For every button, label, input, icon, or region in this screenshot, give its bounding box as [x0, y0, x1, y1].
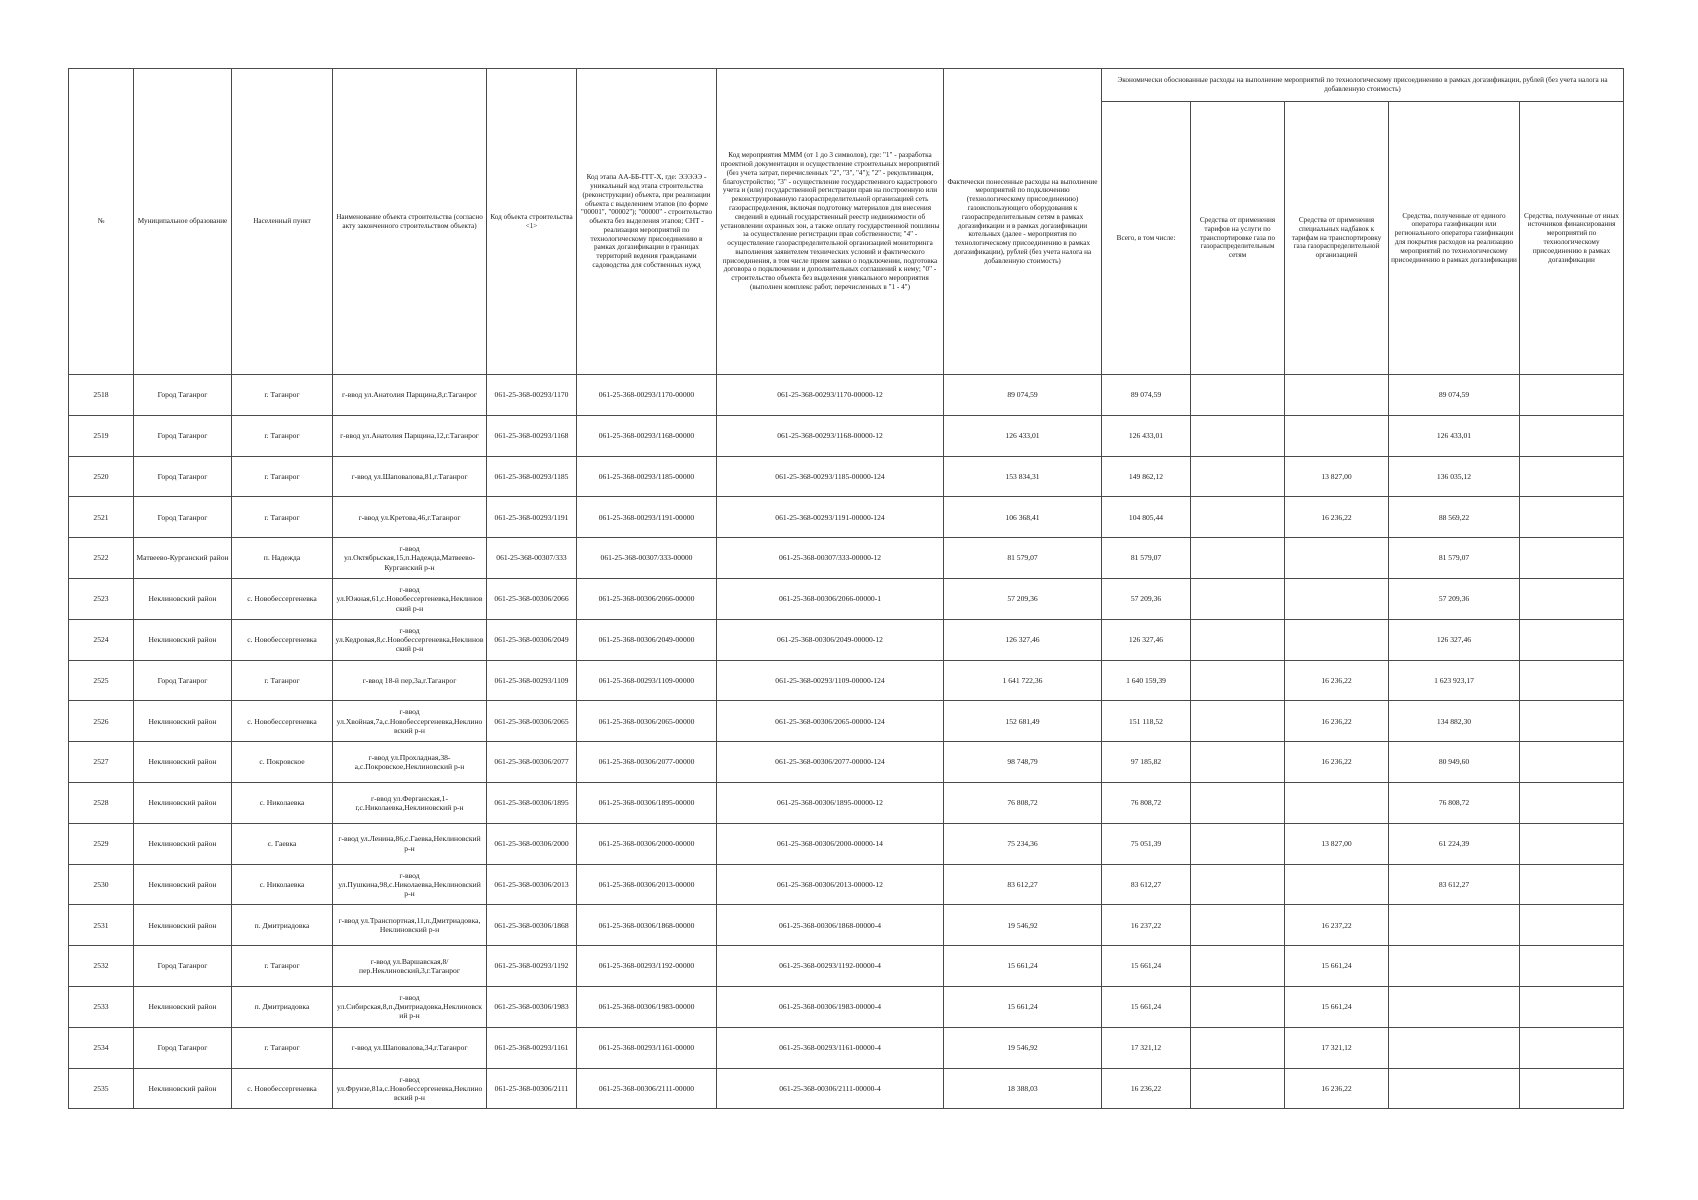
- row-other-funds: [1520, 1027, 1624, 1068]
- row-object-code: 061-25-368-00306/1895: [487, 782, 577, 823]
- row-actual-costs: 15 661,24: [944, 946, 1102, 987]
- row-other-funds: [1520, 946, 1624, 987]
- row-other-funds: [1520, 864, 1624, 905]
- table-row: [69, 1027, 1624, 1068]
- row-stage-code: 061-25-368-00306/2065-00000: [577, 701, 717, 742]
- row-stage-code: 061-25-368-00293/1192-00000: [577, 946, 717, 987]
- row-stage-code: 061-25-368-00307/333-00000: [577, 538, 717, 579]
- row-actual-costs: 75 234,36: [944, 823, 1102, 864]
- row-operator-funds: 61 224,39: [1389, 823, 1520, 864]
- row-object-code: 061-25-368-00293/1170: [487, 375, 577, 416]
- row-stage-code: 061-25-368-00306/2000-00000: [577, 823, 717, 864]
- row-object-code: 061-25-368-00306/2077: [487, 742, 577, 783]
- header-locality: Населенный пункт: [232, 69, 333, 375]
- row-actual-costs: 18 388,03: [944, 1068, 1102, 1109]
- row-operator-funds: [1389, 905, 1520, 946]
- row-total: 57 209,36: [1102, 578, 1191, 619]
- row-stage-code: 061-25-368-00306/2077-00000: [577, 742, 717, 783]
- row-object-code: 061-25-368-00293/1192: [487, 946, 577, 987]
- row-total: 149 862,12: [1102, 456, 1191, 497]
- row-surcharge-funds: [1285, 782, 1389, 823]
- row-num: 2533: [69, 986, 134, 1027]
- row-stage-code: 061-25-368-00306/1895-00000: [577, 782, 717, 823]
- row-num: 2531: [69, 905, 134, 946]
- row-other-funds: [1520, 538, 1624, 579]
- row-num: 2519: [69, 415, 134, 456]
- header-object-code: Код объекта строительства <1>: [487, 69, 577, 375]
- row-event-code: 061-25-368-00293/1168-00000-12: [717, 415, 944, 456]
- row-tariff-funds: [1191, 823, 1285, 864]
- row-surcharge-funds: 17 321,12: [1285, 1027, 1389, 1068]
- header-num: №: [69, 69, 134, 375]
- table-row: [69, 619, 1624, 660]
- row-tariff-funds: [1191, 864, 1285, 905]
- row-tariff-funds: [1191, 619, 1285, 660]
- row-other-funds: [1520, 375, 1624, 416]
- row-surcharge-funds: 16 236,22: [1285, 701, 1389, 742]
- row-event-code: 061-25-368-00306/1895-00000-12: [717, 782, 944, 823]
- row-object-code: 061-25-368-00306/2013: [487, 864, 577, 905]
- row-operator-funds: 83 612,27: [1389, 864, 1520, 905]
- row-num: 2523: [69, 578, 134, 619]
- row-actual-costs: 106 368,41: [944, 497, 1102, 538]
- row-event-code: 061-25-368-00293/1109-00000-124: [717, 660, 944, 701]
- row-total: 16 237,22: [1102, 905, 1191, 946]
- row-municipality: Неклиновский район: [134, 986, 232, 1027]
- row-operator-funds: [1389, 946, 1520, 987]
- table-row: [69, 538, 1624, 579]
- row-operator-funds: [1389, 986, 1520, 1027]
- row-actual-costs: 126 327,46: [944, 619, 1102, 660]
- row-other-funds: [1520, 415, 1624, 456]
- row-object-name: г-ввод ул.Ленина,86,с.Гаевка,Неклиновский р-н: [333, 823, 487, 864]
- table-row: [69, 497, 1624, 538]
- row-surcharge-funds: 16 236,22: [1285, 742, 1389, 783]
- row-num: 2520: [69, 456, 134, 497]
- row-event-code: 061-25-368-00307/333-00000-12: [717, 538, 944, 579]
- row-stage-code: 061-25-368-00306/2111-00000: [577, 1068, 717, 1109]
- row-event-code: 061-25-368-00306/2111-00000-4: [717, 1068, 944, 1109]
- row-municipality: Неклиновский район: [134, 905, 232, 946]
- row-object-code: 061-25-368-00293/1168: [487, 415, 577, 456]
- row-other-funds: [1520, 619, 1624, 660]
- row-actual-costs: 126 433,01: [944, 415, 1102, 456]
- row-object-name: г-ввод ул.Анатолия Парщина,8,г.Таганрог: [333, 375, 487, 416]
- row-municipality: Матвеево-Курганский район: [134, 538, 232, 579]
- row-other-funds: [1520, 742, 1624, 783]
- row-locality: с. Новобессергеневка: [232, 1068, 333, 1109]
- row-object-name: г-ввод ул.Шаповалова,81,г.Таганрог: [333, 456, 487, 497]
- row-stage-code: 061-25-368-00306/2049-00000: [577, 619, 717, 660]
- row-object-name: г-ввод 18-й пер,3а,г.Таганрог: [333, 660, 487, 701]
- row-other-funds: [1520, 986, 1624, 1027]
- header-operator-funds: Средства, полученные от единого оператора газификации или регионального оператора газификации для покрытия расходов на реализацию мероприятий по технологическому присоединению в рамках догазификации: [1389, 102, 1520, 375]
- row-stage-code: 061-25-368-00293/1109-00000: [577, 660, 717, 701]
- row-object-code: 061-25-368-00306/2049: [487, 619, 577, 660]
- row-municipality: Неклиновский район: [134, 701, 232, 742]
- row-actual-costs: 83 612,27: [944, 864, 1102, 905]
- row-total: 16 236,22: [1102, 1068, 1191, 1109]
- row-operator-funds: 57 209,36: [1389, 578, 1520, 619]
- row-locality: г. Таганрог: [232, 375, 333, 416]
- row-other-funds: [1520, 905, 1624, 946]
- row-event-code: 061-25-368-00293/1185-00000-124: [717, 456, 944, 497]
- row-operator-funds: 126 327,46: [1389, 619, 1520, 660]
- row-tariff-funds: [1191, 1068, 1285, 1109]
- row-other-funds: [1520, 660, 1624, 701]
- row-tariff-funds: [1191, 660, 1285, 701]
- row-event-code: 061-25-368-00306/2049-00000-12: [717, 619, 944, 660]
- row-stage-code: 061-25-368-00306/2066-00000: [577, 578, 717, 619]
- row-object-name: г-ввод ул.Сибирская,8,п.Дмитриадовка,Неклиновский р-н: [333, 986, 487, 1027]
- row-actual-costs: 81 579,07: [944, 538, 1102, 579]
- row-object-code: 061-25-368-00306/2066: [487, 578, 577, 619]
- table-row: [69, 1068, 1624, 1109]
- row-object-name: г-ввод ул.Хвойная,7а,с.Новобессергеневка,Неклиновский р-н: [333, 701, 487, 742]
- row-operator-funds: 89 074,59: [1389, 375, 1520, 416]
- row-surcharge-funds: [1285, 538, 1389, 579]
- row-object-name: г-ввод ул.Пушкина,98,с.Николаевка,Неклиновский р-н: [333, 864, 487, 905]
- row-object-name: г-ввод ул.Ферганская,1-г,с.Николаевка,Неклиновский р-н: [333, 782, 487, 823]
- row-other-funds: [1520, 578, 1624, 619]
- row-locality: с. Покровское: [232, 742, 333, 783]
- row-total: 126 327,46: [1102, 619, 1191, 660]
- row-num: 2534: [69, 1027, 134, 1068]
- row-actual-costs: 15 661,24: [944, 986, 1102, 1027]
- row-surcharge-funds: 16 237,22: [1285, 905, 1389, 946]
- row-surcharge-funds: 16 236,22: [1285, 497, 1389, 538]
- header-econ-group: Экономически обоснованные расходы на выполнение мероприятий по технологическому присоединению в рамках догазификации, рублей (без учета налога на добавленную стоимость): [1102, 69, 1624, 102]
- row-event-code: 061-25-368-00306/2000-00000-14: [717, 823, 944, 864]
- row-event-code: 061-25-368-00306/1868-00000-4: [717, 905, 944, 946]
- header-other-funds: Средства, полученные от иных источников финансирования мероприятий по технологическому присоединению в рамках догазификации: [1520, 102, 1624, 375]
- row-object-name: г-ввод ул.Южная,61,с.Новобессергеневка,Неклиновский р-н: [333, 578, 487, 619]
- row-object-code: 061-25-368-00306/2000: [487, 823, 577, 864]
- row-locality: п. Дмитриадовка: [232, 905, 333, 946]
- row-locality: г. Таганрог: [232, 456, 333, 497]
- row-locality: г. Таганрог: [232, 497, 333, 538]
- row-num: 2527: [69, 742, 134, 783]
- row-object-name: г-ввод ул.Шаповалова,34,г.Таганрог: [333, 1027, 487, 1068]
- row-tariff-funds: [1191, 1027, 1285, 1068]
- row-num: 2532: [69, 946, 134, 987]
- row-surcharge-funds: 13 827,00: [1285, 823, 1389, 864]
- row-object-name: г-ввод ул.Транспортная,11,п.Дмитриадовка, Неклиновский р-н: [333, 905, 487, 946]
- row-locality: с. Новобессергеневка: [232, 619, 333, 660]
- table-row: [69, 864, 1624, 905]
- row-actual-costs: 153 834,31: [944, 456, 1102, 497]
- row-tariff-funds: [1191, 986, 1285, 1027]
- row-object-code: 061-25-368-00293/1191: [487, 497, 577, 538]
- row-surcharge-funds: 15 661,24: [1285, 986, 1389, 1027]
- row-tariff-funds: [1191, 375, 1285, 416]
- header-municipality: Муниципальное образование: [134, 69, 232, 375]
- row-stage-code: 061-25-368-00293/1191-00000: [577, 497, 717, 538]
- row-surcharge-funds: 15 661,24: [1285, 946, 1389, 987]
- row-locality: с. Николаевка: [232, 782, 333, 823]
- row-locality: п. Дмитриадовка: [232, 986, 333, 1027]
- row-event-code: 061-25-368-00306/2065-00000-124: [717, 701, 944, 742]
- row-event-code: 061-25-368-00306/2066-00000-1: [717, 578, 944, 619]
- row-event-code: 061-25-368-00306/2013-00000-12: [717, 864, 944, 905]
- row-municipality: Неклиновский район: [134, 1068, 232, 1109]
- row-surcharge-funds: [1285, 415, 1389, 456]
- row-tariff-funds: [1191, 415, 1285, 456]
- row-total: 104 805,44: [1102, 497, 1191, 538]
- row-total: 17 321,12: [1102, 1027, 1191, 1068]
- row-locality: г. Таганрог: [232, 660, 333, 701]
- row-operator-funds: 1 623 923,17: [1389, 660, 1520, 701]
- row-total: 75 051,39: [1102, 823, 1191, 864]
- row-total: 1 640 159,39: [1102, 660, 1191, 701]
- row-event-code: 061-25-368-00293/1192-00000-4: [717, 946, 944, 987]
- row-other-funds: [1520, 823, 1624, 864]
- row-actual-costs: 152 681,49: [944, 701, 1102, 742]
- row-object-code: 061-25-368-00293/1109: [487, 660, 577, 701]
- table-row: [69, 660, 1624, 701]
- row-tariff-funds: [1191, 742, 1285, 783]
- row-locality: г. Таганрог: [232, 415, 333, 456]
- header-total: Всего, в том числе:: [1102, 102, 1191, 375]
- row-tariff-funds: [1191, 701, 1285, 742]
- row-num: 2522: [69, 538, 134, 579]
- row-municipality: Город Таганрог: [134, 660, 232, 701]
- row-total: 89 074,59: [1102, 375, 1191, 416]
- row-object-code: 061-25-368-00307/333: [487, 538, 577, 579]
- row-actual-costs: 89 074,59: [944, 375, 1102, 416]
- row-locality: г. Таганрог: [232, 1027, 333, 1068]
- table-row: [69, 701, 1624, 742]
- row-municipality: Неклиновский район: [134, 782, 232, 823]
- row-operator-funds: 126 433,01: [1389, 415, 1520, 456]
- header-actual-costs: Фактически понесенные расходы на выполнение мероприятий по подключению (технологическому присоединению) газоиспользующего оборудования к газораспределительным сетям в рамках догазификации и в рамках догазификации котельных (далее - мероприятия по технологическому присоединению в рамках догазификации), рублей (без учета налога на добавленную стоимость): [944, 69, 1102, 375]
- row-object-name: г-ввод ул.Фрунзе,81а,с.Новобессергеневка,Неклиновский р-н: [333, 1068, 487, 1109]
- table-header: [69, 69, 1624, 375]
- row-surcharge-funds: [1285, 619, 1389, 660]
- row-surcharge-funds: 16 236,22: [1285, 1068, 1389, 1109]
- row-total: 76 808,72: [1102, 782, 1191, 823]
- row-other-funds: [1520, 456, 1624, 497]
- row-municipality: Город Таганрог: [134, 497, 232, 538]
- header-surcharge-funds: Средства от применения специальных надбавок к тарифам на транспортировку газа газораспределительной организацией: [1285, 102, 1389, 375]
- row-object-code: 061-25-368-00293/1161: [487, 1027, 577, 1068]
- row-stage-code: 061-25-368-00306/1868-00000: [577, 905, 717, 946]
- row-municipality: Город Таганрог: [134, 415, 232, 456]
- row-actual-costs: 19 546,92: [944, 905, 1102, 946]
- row-event-code: 061-25-368-00293/1170-00000-12: [717, 375, 944, 416]
- row-total: 151 118,52: [1102, 701, 1191, 742]
- row-num: 2521: [69, 497, 134, 538]
- row-municipality: Неклиновский район: [134, 578, 232, 619]
- row-num: 2530: [69, 864, 134, 905]
- row-object-code: 061-25-368-00306/2111: [487, 1068, 577, 1109]
- table-body: [69, 375, 1624, 1109]
- row-stage-code: 061-25-368-00306/1983-00000: [577, 986, 717, 1027]
- row-municipality: Неклиновский район: [134, 742, 232, 783]
- row-locality: г. Таганрог: [232, 946, 333, 987]
- row-total: 15 661,24: [1102, 946, 1191, 987]
- row-operator-funds: 88 569,22: [1389, 497, 1520, 538]
- row-stage-code: 061-25-368-00293/1170-00000: [577, 375, 717, 416]
- table-row: [69, 578, 1624, 619]
- row-object-name: г-ввод ул.Анатолия Парщина,12,г.Таганрог: [333, 415, 487, 456]
- row-surcharge-funds: [1285, 864, 1389, 905]
- row-object-code: 061-25-368-00293/1185: [487, 456, 577, 497]
- row-municipality: Неклиновский район: [134, 864, 232, 905]
- row-object-name: г-ввод ул.Кретова,46,г.Таганрог: [333, 497, 487, 538]
- row-total: 83 612,27: [1102, 864, 1191, 905]
- row-object-name: г-ввод ул.Октябрьская,15,п.Надежда,Матвеево-Курганский р-н: [333, 538, 487, 579]
- table-row: [69, 782, 1624, 823]
- row-surcharge-funds: [1285, 375, 1389, 416]
- row-stage-code: 061-25-368-00306/2013-00000: [577, 864, 717, 905]
- row-municipality: Город Таганрог: [134, 946, 232, 987]
- row-num: 2528: [69, 782, 134, 823]
- row-locality: с. Николаевка: [232, 864, 333, 905]
- row-object-name: г-ввод ул.Варшавская,8/пер.Неклиновский,3,г.Таганрог: [333, 946, 487, 987]
- header-event-code: Код мероприятия МММ (от 1 до 3 символов), где: "1" - разработка проектной документации и осуществление строительных мероприятий (без учета затрат, перечисленных "2", "3", "4"); "2" - рекультивация, благоустройство; "3" - осуществление государственного кадастрового учета и (или) государственной регистрации прав на построенную или реконструированную газораспределительной организацией сеть газораспределения, включая подготовку материалов для внесения сведений в единый государственный реестр недвижимости об установлении охранных зон, а также оплату государственной пошлины за осуществление регистрации прав собственности; "4" - осуществление газораспределительной организацией мониторинга выполнения заявителем технических условий и фактического присоединения, в том числе прием заявки о подключении, подготовка договора о подключении и дополнительных соглашений к нему; "0" - строительство объекта без выделения уникального мероприятия (выполнен комплекс работ, перечисленных в "1 - 4"): [717, 69, 944, 375]
- row-object-code: 061-25-368-00306/2065: [487, 701, 577, 742]
- row-locality: с. Новобессергеневка: [232, 578, 333, 619]
- row-num: 2518: [69, 375, 134, 416]
- header-tariff-funds: Средства от применения тарифов на услуги по транспортировке газа по газораспределительным сетям: [1191, 102, 1285, 375]
- row-event-code: 061-25-368-00306/1983-00000-4: [717, 986, 944, 1027]
- row-object-code: 061-25-368-00306/1983: [487, 986, 577, 1027]
- header-stage-code: Код этапа АА-ББ-ГГГ-Х, где: ЭЭЭЭЭ - уникальный код этапа строительства (реконструкции) объекта, при реализации объекта с выделением этапов (по форме "00001", "00002"); "00000" - строительство объекта без выделения этапов; СНТ - реализация мероприятий по технологическому присоединению в рамках догазификации в границах территорий ведения гражданами садоводства для собственных нужд: [577, 69, 717, 375]
- row-total: 15 661,24: [1102, 986, 1191, 1027]
- row-stage-code: 061-25-368-00293/1168-00000: [577, 415, 717, 456]
- row-other-funds: [1520, 701, 1624, 742]
- row-actual-costs: 1 641 722,36: [944, 660, 1102, 701]
- row-num: 2529: [69, 823, 134, 864]
- row-event-code: 061-25-368-00293/1161-00000-4: [717, 1027, 944, 1068]
- row-tariff-funds: [1191, 538, 1285, 579]
- row-stage-code: 061-25-368-00293/1185-00000: [577, 456, 717, 497]
- table-row: [69, 415, 1624, 456]
- row-actual-costs: 98 748,79: [944, 742, 1102, 783]
- row-surcharge-funds: 16 236,22: [1285, 660, 1389, 701]
- table-row: [69, 905, 1624, 946]
- row-operator-funds: [1389, 1027, 1520, 1068]
- row-tariff-funds: [1191, 497, 1285, 538]
- gasification-costs-table: [68, 68, 1624, 1109]
- table-row: [69, 375, 1624, 416]
- row-municipality: Город Таганрог: [134, 456, 232, 497]
- row-municipality: Неклиновский район: [134, 823, 232, 864]
- row-other-funds: [1520, 782, 1624, 823]
- header-object-name: Наименование объекта строительства (согласно акту законченного строительством объекта): [333, 69, 487, 375]
- row-total: 126 433,01: [1102, 415, 1191, 456]
- row-tariff-funds: [1191, 456, 1285, 497]
- row-tariff-funds: [1191, 905, 1285, 946]
- row-tariff-funds: [1191, 946, 1285, 987]
- row-event-code: 061-25-368-00293/1191-00000-124: [717, 497, 944, 538]
- row-total: 97 185,82: [1102, 742, 1191, 783]
- row-stage-code: 061-25-368-00293/1161-00000: [577, 1027, 717, 1068]
- row-municipality: Город Таганрог: [134, 1027, 232, 1068]
- row-actual-costs: 19 546,92: [944, 1027, 1102, 1068]
- row-total: 81 579,07: [1102, 538, 1191, 579]
- row-actual-costs: 76 808,72: [944, 782, 1102, 823]
- row-locality: с. Гаевка: [232, 823, 333, 864]
- row-surcharge-funds: [1285, 578, 1389, 619]
- row-municipality: Неклиновский район: [134, 619, 232, 660]
- row-operator-funds: 134 882,30: [1389, 701, 1520, 742]
- row-other-funds: [1520, 497, 1624, 538]
- row-tariff-funds: [1191, 578, 1285, 619]
- table-row: [69, 986, 1624, 1027]
- table-row: [69, 823, 1624, 864]
- row-actual-costs: 57 209,36: [944, 578, 1102, 619]
- row-operator-funds: 81 579,07: [1389, 538, 1520, 579]
- row-operator-funds: [1389, 1068, 1520, 1109]
- row-operator-funds: 136 035,12: [1389, 456, 1520, 497]
- table-row: [69, 456, 1624, 497]
- table-row: [69, 742, 1624, 783]
- row-object-name: г-ввод ул.Прохладная,38-а,с.Покровское,Неклиновский р-н: [333, 742, 487, 783]
- row-tariff-funds: [1191, 782, 1285, 823]
- table-row: [69, 946, 1624, 987]
- row-num: 2526: [69, 701, 134, 742]
- row-other-funds: [1520, 1068, 1624, 1109]
- row-object-name: г-ввод ул.Кедровая,8,с.Новобессергеневка,Неклиновский р-н: [333, 619, 487, 660]
- row-operator-funds: 80 949,60: [1389, 742, 1520, 783]
- row-locality: п. Надежда: [232, 538, 333, 579]
- row-operator-funds: 76 808,72: [1389, 782, 1520, 823]
- row-num: 2535: [69, 1068, 134, 1109]
- row-object-code: 061-25-368-00306/1868: [487, 905, 577, 946]
- row-event-code: 061-25-368-00306/2077-00000-124: [717, 742, 944, 783]
- row-municipality: Город Таганрог: [134, 375, 232, 416]
- row-surcharge-funds: 13 827,00: [1285, 456, 1389, 497]
- row-locality: с. Новобессергеневка: [232, 701, 333, 742]
- row-num: 2525: [69, 660, 134, 701]
- row-num: 2524: [69, 619, 134, 660]
